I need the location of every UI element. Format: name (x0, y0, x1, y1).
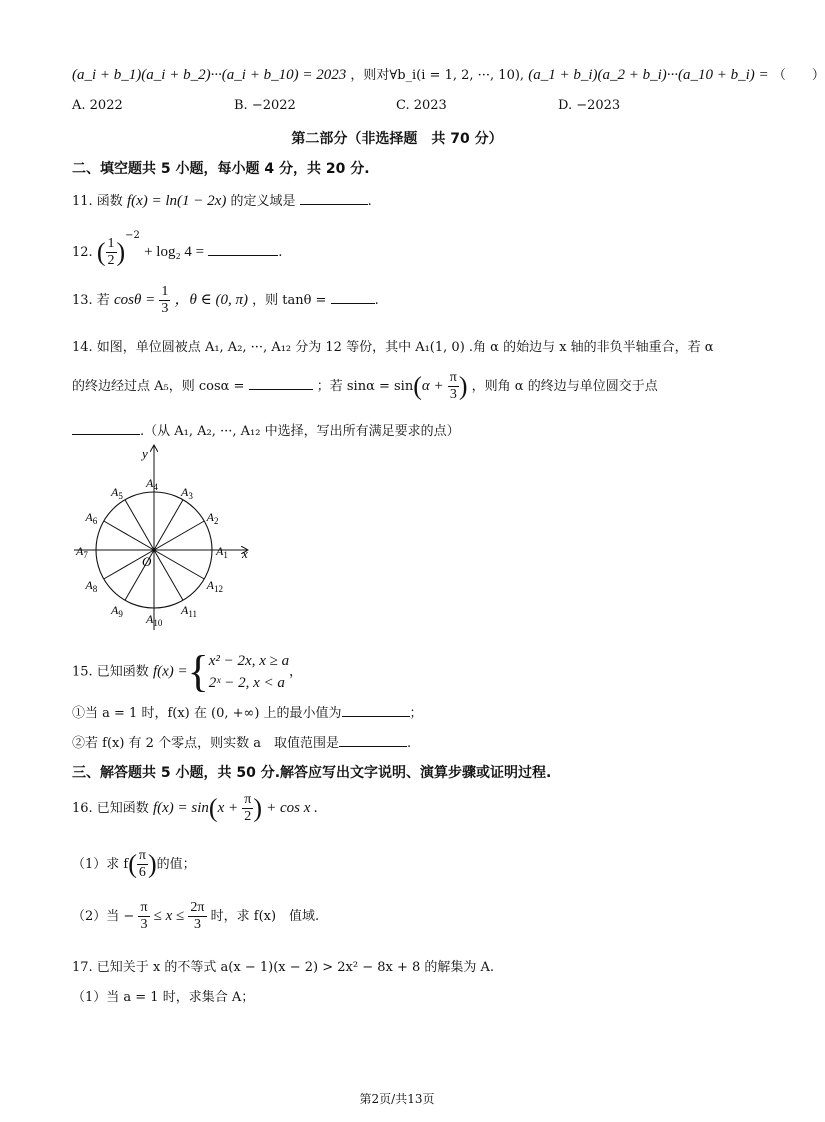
q12-end: . (278, 245, 283, 260)
origin-label: O (142, 554, 152, 569)
q15-part1 (72, 702, 423, 721)
q15-case1: x² − 2x, x ≥ a (208, 653, 290, 669)
q16-part1: （1）求 f( $\frac{\pi}{6}$ )的值； (72, 848, 196, 880)
q16-p2a: （2）当 − (72, 909, 135, 924)
q14-blank-2[interactable] (72, 422, 140, 435)
q13-cos: cosθ = (113, 292, 156, 308)
point-label-a4: $A_4$ (146, 476, 158, 492)
q11-tail: 的定义域是 (230, 194, 296, 209)
q11-answer-blank[interactable] (300, 192, 368, 205)
q15-blank-1[interactable] (342, 704, 410, 717)
q12-fraction: $\frac{1}{2}$ (107, 236, 115, 268)
q13 (72, 284, 379, 317)
choice-a: A. 2022 (72, 98, 123, 113)
section2-title: 二、填空题共 5 小题，每小题 4 分，共 20 分. (72, 161, 370, 177)
q16-fx: f(x) = sin (152, 800, 209, 816)
q14-line2a: 的终边经过点 A₅，则 cosα = (72, 379, 245, 394)
q10-paren: （ ） (772, 68, 825, 83)
q10-target-expr: (a_1 + b_i)(a_2 + b_i)···(a_10 + b_i) = (528, 67, 769, 83)
q14-line2d: ，则角 α 的终边与单位圆交于点 (471, 379, 658, 394)
q16-tail: + cos x . (266, 800, 318, 816)
q10-condition: ，则对∀b_i(i = 1, 2, ···, 10), (350, 68, 525, 83)
point-label-a5: $A_5$ (111, 485, 123, 502)
q10-given-expr: (a_i + b_1)(a_i + b_2)···(a_i + b_10) = 2023 (72, 67, 347, 83)
q13-num: 13. 若 (72, 293, 110, 308)
section3-title: 三、解答题共 5 小题，共 50 分.解答应写出文字说明、演算步骤或证明过程. (72, 765, 552, 781)
q12-answer-blank[interactable] (208, 243, 278, 256)
q14-line3-text: .（从 A₁, A₂, ···, A₁₂ 中选择，写出所有满足要求的点） (140, 424, 460, 439)
q16: 16. 已知函数 f(x) = sin(x + $\frac{\pi}{2}$ ) + cos x . (72, 792, 318, 824)
unit-circle-figure (72, 440, 262, 636)
point-label-a7: $A_7$ (76, 544, 88, 560)
q16-p2b: 时，求 f(x) 值域. (210, 909, 320, 924)
point-label-a10: $A_{10}$ (146, 612, 163, 628)
choice-b: B. −2022 (234, 98, 296, 113)
q11-num: 11. 函数 (72, 194, 123, 209)
q16-arg: x + (217, 800, 239, 816)
q17-part1: （1）当 a = 1 时，求集合 A； (72, 990, 255, 1005)
q15-cases (209, 650, 289, 694)
choice-d: D. −2023 (558, 98, 621, 113)
q13-cond: ，θ ∈ (0, π) (174, 292, 248, 308)
q15-p1b: ； (409, 706, 423, 721)
q16-fraction: $\frac{\pi}{2}$ (244, 792, 252, 824)
point-label-a12: $A_{12}$ (206, 578, 223, 594)
point-label-a9: $A_9$ (111, 602, 123, 619)
q15-comma: ， (289, 664, 303, 680)
q14-line2b: ；若 sinα = sin (316, 379, 414, 394)
point-label-a11: $A_{11}$ (181, 602, 198, 619)
q15-num: 15. 已知函数 (72, 664, 149, 680)
q15-blank-2[interactable] (339, 734, 407, 747)
q15-p1a: ①当 a = 1 时，f(x) 在 (0, +∞) 上的最小值为 (72, 706, 342, 721)
point-label-a6: $A_6$ (85, 510, 98, 526)
q14-line1: 14. 如图，单位圆被点 A₁, A₂, ···, A₁₂ 分为 12 等份，其中 A₁(1, 0) .角 α 的始边与 x 轴的非负半轴重合，若 α (72, 340, 714, 355)
q13-mid: ，则 tanθ = (252, 293, 327, 308)
q13-answer-blank[interactable] (331, 291, 375, 304)
q12-exp: −2 (125, 230, 140, 241)
q13-end: . (374, 293, 379, 308)
q10-stem (72, 64, 825, 84)
q12-rest: + log₂ 4 = (144, 244, 205, 260)
q13-fraction: $\frac{1}{3}$ (161, 284, 169, 316)
q11 (72, 190, 372, 210)
q14-line2c: α + (421, 378, 444, 394)
q16-p1-fraction: $\frac{\pi}{6}$ (138, 848, 146, 880)
q11-end: . (367, 194, 372, 209)
point-label-a8: $A_8$ (85, 578, 98, 594)
q15-part2 (72, 732, 411, 751)
y-axis-label: y (142, 446, 148, 461)
q14-line2: 的终边经过点 A₅，则 cosα = ；若 sinα = sin(α + $\frac{\pi}{3}$ ) ，则角 α 的终边与单位圆交于点 (72, 370, 658, 402)
q15-p2b: . (406, 736, 412, 751)
part2-title: 第二部分（非选择题 共 70 分） (291, 131, 503, 147)
q12: 12. ( $\frac{1}{2}$ )$^{-2}$ + log₂ 4 = . (72, 230, 283, 268)
q15-p2a: ②若 f(x) 有 2 个零点，则实数 a 取值范围是 (72, 736, 339, 751)
point-label-a2: $A_2$ (206, 510, 219, 526)
point-label-a3: $A_3$ (181, 485, 193, 502)
q16-p1a: （1）求 f (72, 857, 129, 872)
q16-p2-fraction-1: $\frac{\pi}{3}$ (140, 900, 148, 932)
x-axis-label: x (242, 546, 248, 561)
q16-p2-fraction-2: $\frac{2\pi}{3}$ (190, 900, 205, 932)
q15: 15. 已知函数 f(x) ={ x² − 2x, x ≥ a 2ˣ − 2, x < a ， (72, 647, 303, 696)
q14-line3 (72, 420, 460, 439)
q16-num: 16. 已知函数 (72, 801, 149, 816)
q17-line1: 17. 已知关于 x 的不等式 a(x − 1)(x − 2) > 2x² − 8x + 8 的解集为 A. (72, 960, 495, 975)
q16-p1b: 的值； (156, 857, 196, 872)
choice-c: C. 2023 (396, 98, 447, 113)
q12-num: 12. (72, 245, 93, 260)
q16-p2mid: ≤ x ≤ (153, 908, 185, 924)
q15-fx: f(x) = (152, 663, 188, 680)
q15-case2: 2ˣ − 2, x < a (208, 675, 285, 691)
q16-part2 (72, 900, 319, 933)
page-footer: 第2页/共13页 (359, 1092, 435, 1106)
q14-blank-1[interactable] (249, 377, 313, 390)
point-label-a1: $A_1$ (216, 544, 228, 560)
q11-expr: f(x) = ln(1 − 2x) (126, 193, 227, 209)
q14-fraction: $\frac{\pi}{3}$ (449, 370, 457, 402)
